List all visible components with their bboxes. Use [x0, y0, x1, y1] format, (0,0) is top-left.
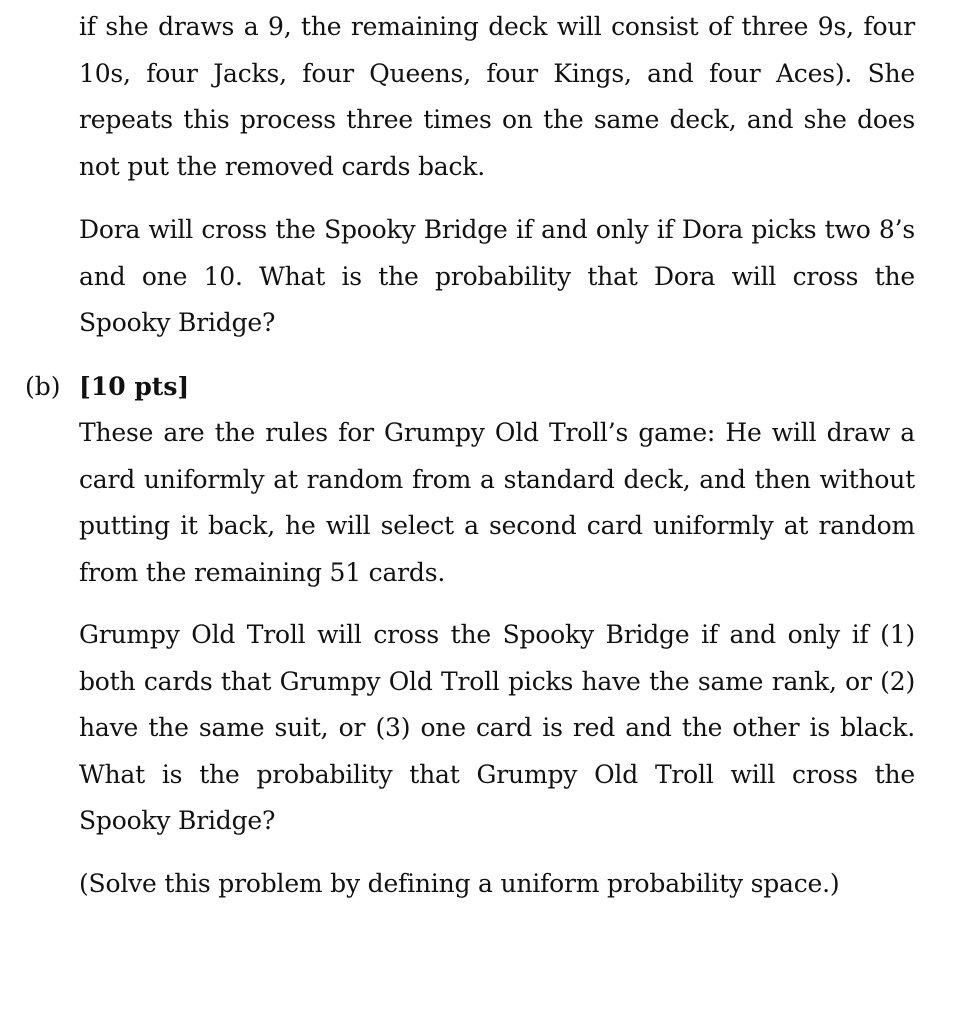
part-b-points: [10 pts]	[79, 372, 190, 401]
part-b-hint-paragraph: (Solve this problem by defining a uniform probability space.)	[79, 869, 840, 898]
part-b-question-paragraph: Grumpy Old Troll will cross the Spooky Bridge if and only if (1) both cards that Grumpy Old Troll picks have the same rank, or (2) have the same suit, or (3) one card is red and the other is black. What is the probability that Grumpy Old Troll will cross the Spooky Bridge?	[79, 620, 915, 835]
part-b-label: (b)	[25, 372, 61, 401]
part-a-question-paragraph: Dora will cross the Spooky Bridge if and only if Dora picks two 8’s and one 10. What is the probability that Dora will cross the Spooky Bridge?	[79, 215, 915, 337]
part-a-continuation-paragraph: if she draws a 9, the remaining deck will consist of three 9s, four 10s, four Jacks, four Queens, four Kings, and four Aces). She repeats this process three times on the same deck, and she does not put the removed cards back.	[79, 12, 915, 181]
part-b-rules-paragraph: These are the rules for Grumpy Old Troll’s game: He will draw a card uniformly at random from a standard deck, and then without putting it back, he will select a second card uniformly at random from the remaining 51 cards.	[79, 418, 915, 587]
